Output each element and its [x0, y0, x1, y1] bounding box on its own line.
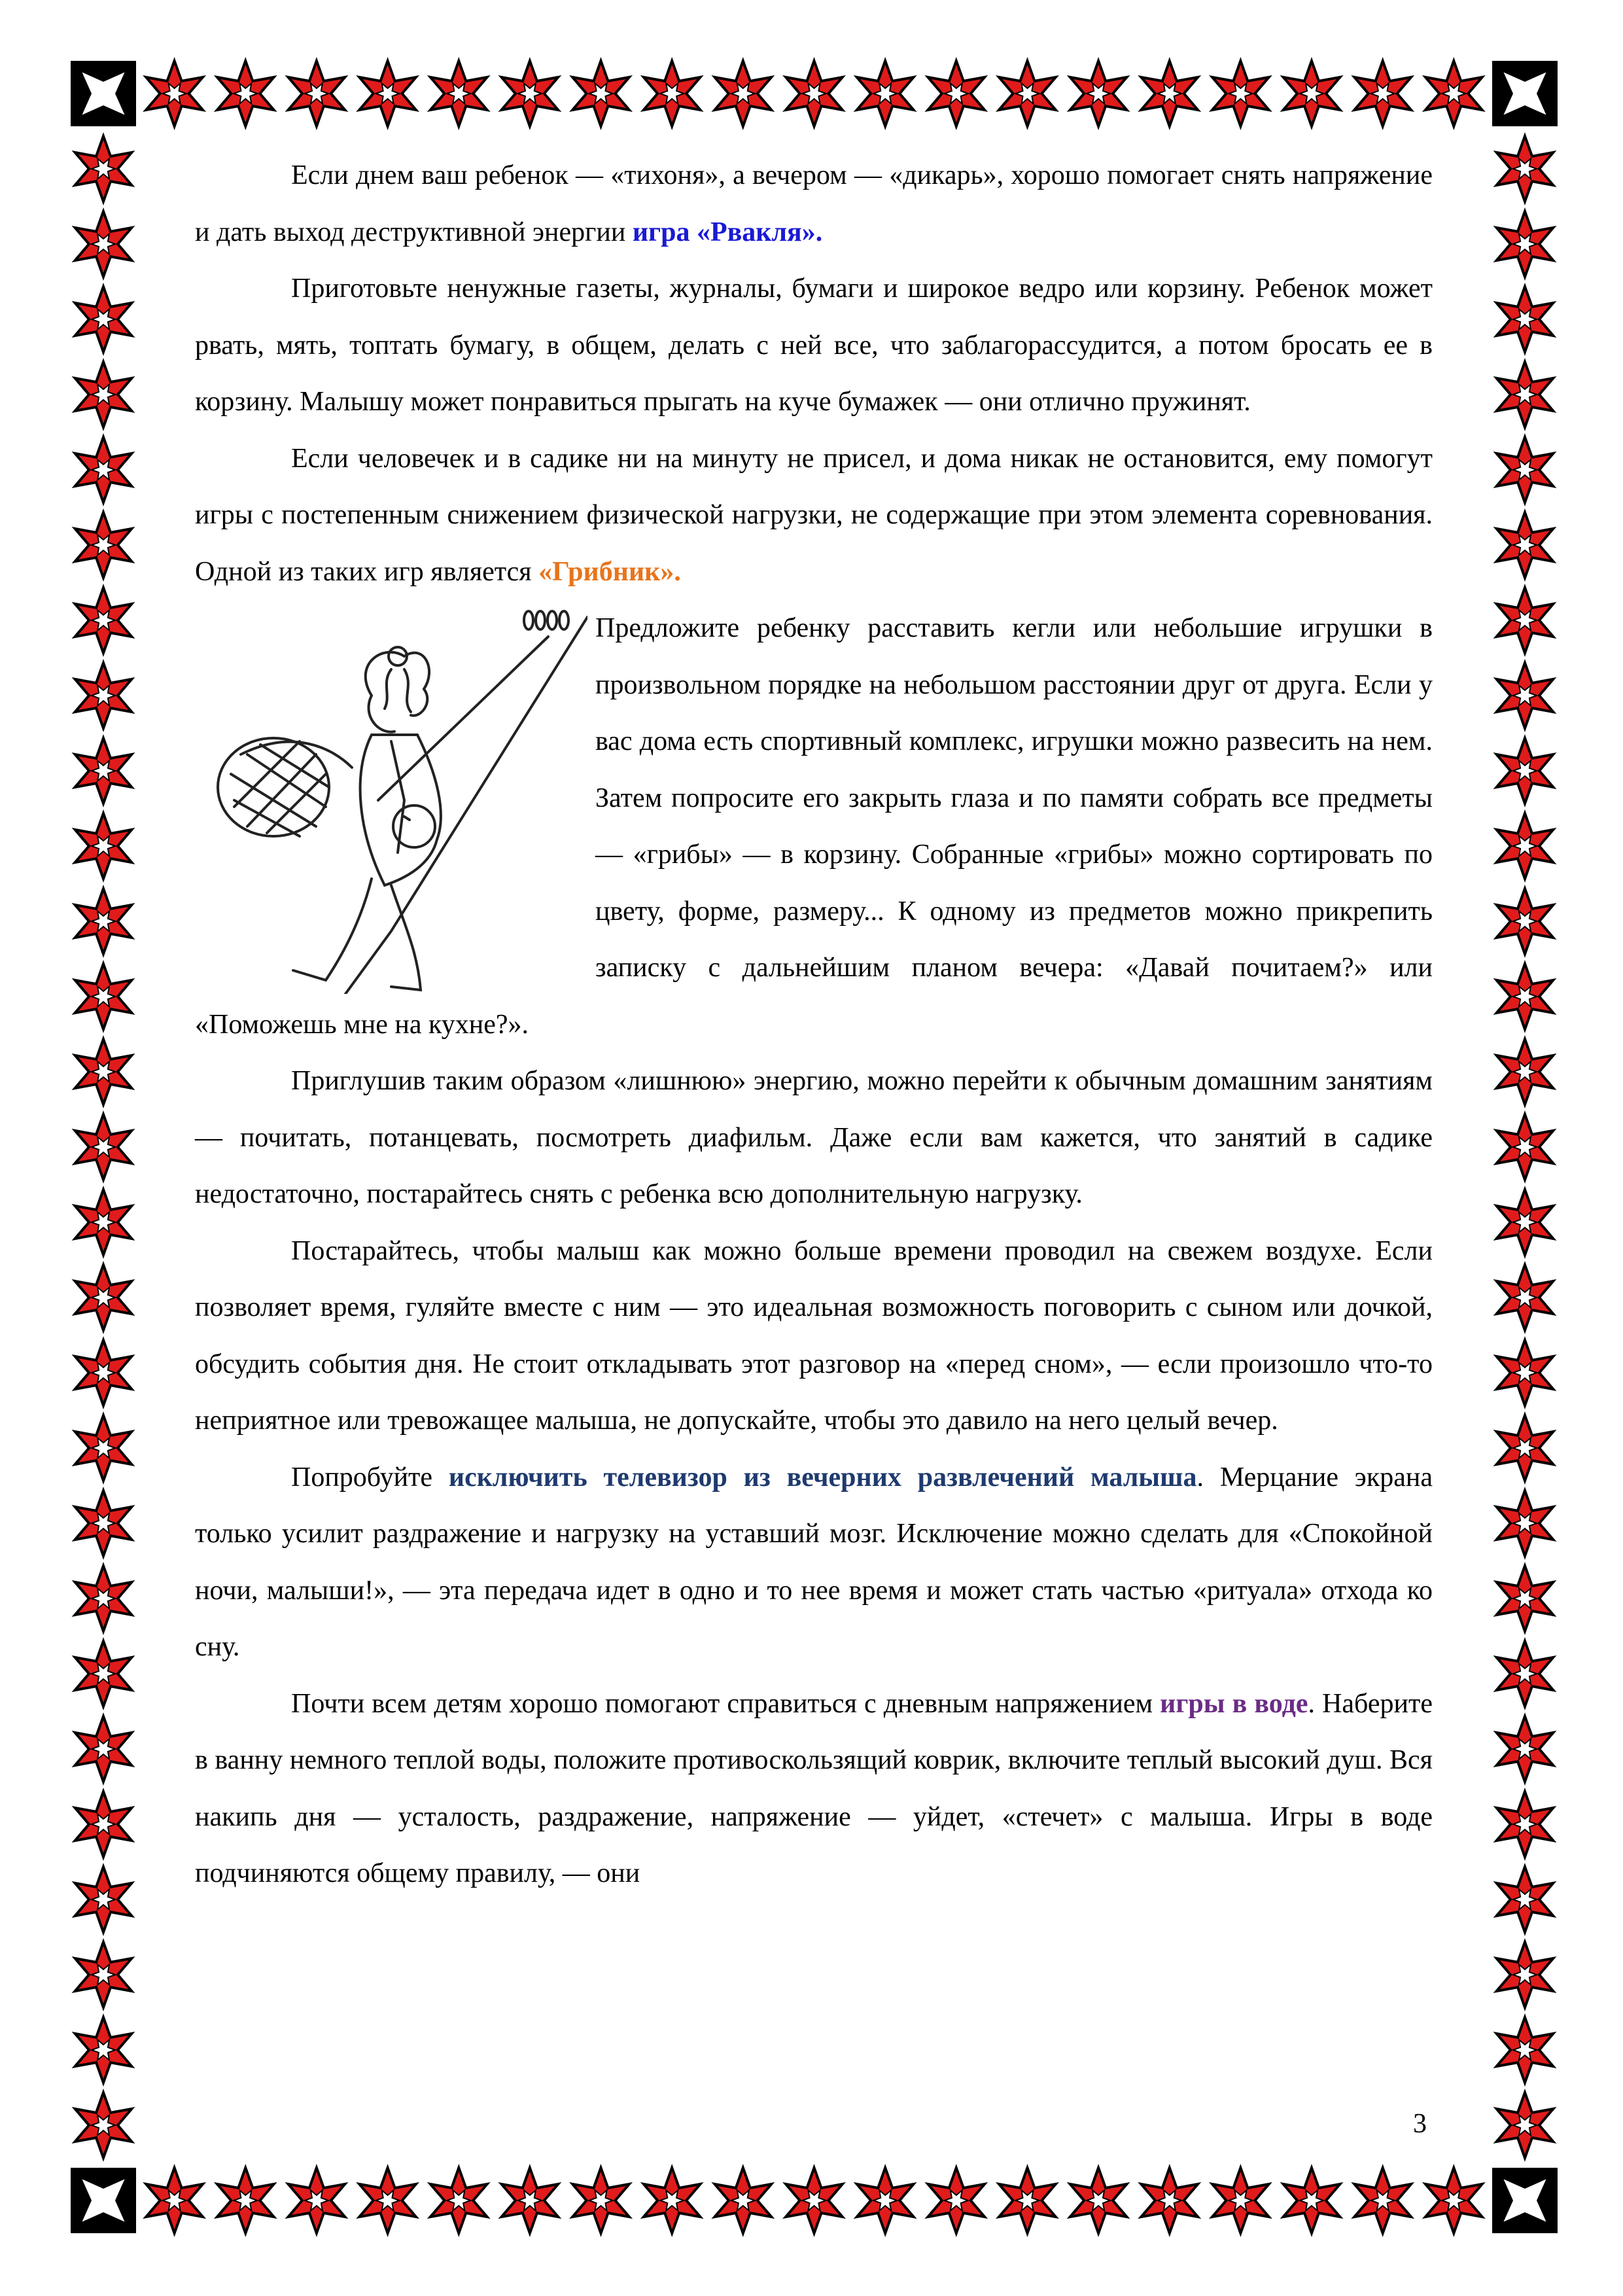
red-star-icon — [1141, 61, 1198, 126]
corner-ornament-icon — [1492, 2168, 1558, 2233]
red-star-icon — [857, 61, 914, 126]
red-star-icon — [75, 1566, 132, 1631]
paragraph-active-child: Если человечек и в садике ни на минуту не присел, и дома никак не остановится, ему помогут игры с постепенным снижением физической нагрузки, не содержащие при этом элемента соревнования. Одной из таких игр является «Грибник». — [195, 443, 1433, 587]
tv-advice-highlight: исключить телевизор из вечерних развлечений малыша — [448, 1462, 1197, 1492]
red-star-icon — [1212, 2168, 1269, 2233]
red-star-icon — [75, 1340, 132, 1405]
red-star-icon — [430, 2168, 487, 2233]
red-star-icon — [572, 61, 629, 126]
red-star-icon — [502, 61, 559, 126]
red-star-icon — [288, 61, 345, 126]
red-star-icon — [1497, 738, 1554, 804]
red-star-icon — [1425, 61, 1482, 126]
red-star-icon — [786, 2168, 843, 2233]
red-star-icon — [502, 2168, 559, 2233]
red-star-icon — [1497, 1792, 1554, 1857]
red-star-icon — [1497, 136, 1554, 202]
red-star-icon — [1497, 362, 1554, 427]
red-star-icon — [75, 964, 132, 1029]
red-star-icon — [1497, 211, 1554, 277]
red-star-icon — [217, 2168, 274, 2233]
red-star-icon — [1141, 2168, 1198, 2233]
red-star-icon — [75, 738, 132, 804]
red-star-icon — [1497, 813, 1554, 879]
red-star-icon — [146, 2168, 203, 2233]
corner-ornament-icon — [71, 61, 136, 126]
red-star-icon — [1497, 1641, 1554, 1706]
red-star-icon — [75, 1491, 132, 1556]
red-star-icon — [1497, 1716, 1554, 1782]
red-star-icon — [572, 2168, 629, 2233]
red-star-icon — [288, 2168, 345, 2233]
red-star-icon — [1497, 889, 1554, 954]
red-star-icon — [75, 588, 132, 653]
red-star-icon — [1497, 964, 1554, 1029]
red-star-icon — [75, 1792, 132, 1857]
red-star-icon — [857, 2168, 914, 2233]
corner-ornament-icon — [71, 2168, 136, 2233]
red-star-icon — [75, 211, 132, 277]
red-star-icon — [1497, 588, 1554, 653]
paragraph-gribnik-instructions: Предложите ребенку расставить кегли или небольшие игрушки в произвольном порядке на небольшом расстоянии друг от друга. Если у вас дома есть спортивный комплекс, игрушки можно развесить на нем. Затем попросите его закрыть глаза и по памяти собрать все предметы — «грибы» — в корзину. Собранные «грибы» можно сортировать по цвету, форме, размеру... К одному из предметов можно прикрепить записку с дальнейшим планом вечера: «Давай почитаем?» или «Поможешь мне на кухне?». — [195, 613, 1433, 1040]
game-name-rvaklya: игра «Рвакля». — [632, 217, 823, 247]
red-star-icon — [75, 437, 132, 503]
red-star-icon — [644, 2168, 701, 2233]
paragraph-energy: Приглушив таким образом «лишнюю» энергию, можно перейти к обычным домашним занятиям — почитать, потанцевать, посмотреть диафильм. Даже если вам кажется, что занятий в садике недостаточно, постарайтесь снять с ребенка всю дополнительную нагрузку. — [195, 1066, 1433, 1209]
red-star-icon — [146, 61, 203, 126]
red-star-icon — [644, 61, 701, 126]
paragraph-rvaklya: Если днем ваш ребенок — «тихоня», а вечером — «дикарь», хорошо помогает снять напряжение и дать выход деструктивной энергии игра «Рвакля». — [195, 160, 1433, 247]
red-star-icon — [75, 362, 132, 427]
red-star-icon — [75, 1265, 132, 1330]
red-star-icon — [1497, 437, 1554, 503]
red-star-icon — [75, 1190, 132, 1255]
red-star-icon — [1070, 61, 1127, 126]
paragraph-television: Попробуйте исключить телевизор из вечерних развлечений малыша. Мерцание экрана только усилит раздражение и нагрузку на уставший мозг. Исключение можно сделать для «Спокойной ночи, малыши!», — эта передача идет в одно и то нее время и может стать частью «ритуала» отхода ко сну. — [195, 1462, 1433, 1662]
red-star-icon — [75, 136, 132, 202]
red-star-icon — [928, 61, 985, 126]
child-with-basket-illustration — [195, 604, 587, 994]
article-body — [195, 147, 1433, 1902]
red-star-icon — [1497, 663, 1554, 728]
red-star-icon — [1354, 2168, 1411, 2233]
red-star-icon — [75, 1716, 132, 1782]
red-star-icon — [1497, 1190, 1554, 1255]
red-star-icon — [715, 2168, 772, 2233]
red-star-icon — [1497, 2017, 1554, 2083]
red-star-icon — [928, 2168, 985, 2233]
red-star-icon — [1497, 512, 1554, 578]
corner-ornament-icon — [1492, 61, 1558, 126]
red-star-icon — [75, 813, 132, 879]
red-star-icon — [75, 1942, 132, 2007]
red-star-icon — [1283, 61, 1340, 126]
red-star-icon — [75, 512, 132, 578]
red-star-icon — [1354, 61, 1411, 126]
red-star-icon — [1212, 61, 1269, 126]
red-star-icon — [1497, 1340, 1554, 1405]
paragraph-fresh-air: Постарайтесь, чтобы малыш как можно больше времени проводил на свежем воздухе. Если позволяет время, гуляйте вместе с ним — это идеальная возможность поговорить с сыном или дочкой, обсудить события дня. Не стоит откладывать этот разговор на «перед сном», — если произошло что-то неприятное или тревожащее малыша, не допускайте, чтобы это давило на него целый вечер. — [195, 1235, 1433, 1436]
paragraph-water-games: Почти всем детям хорошо помогают справиться с дневным напряжением игры в воде. Наберите в ванну немного теплой воды, положите противоскользящий коврик, включите теплый высокий душ. Вся накипь дня — усталость, раздражение, напряжение — уйдет, «стечет» с малыша. Игры в воде подчиняются общему правилу, — они — [195, 1688, 1433, 1888]
red-star-icon — [75, 2017, 132, 2083]
red-star-icon — [999, 61, 1056, 126]
red-star-icon — [1425, 2168, 1482, 2233]
red-star-icon — [75, 2093, 132, 2158]
red-star-icon — [1497, 1114, 1554, 1180]
page-number: 3 — [1413, 2109, 1427, 2139]
red-star-icon — [1497, 1867, 1554, 1932]
red-star-icon — [75, 1867, 132, 1932]
red-star-icon — [1497, 1265, 1554, 1330]
water-games-highlight: игры в воде — [1160, 1688, 1308, 1719]
red-star-icon — [217, 61, 274, 126]
red-star-icon — [75, 889, 132, 954]
red-star-icon — [715, 61, 772, 126]
red-star-icon — [75, 1039, 132, 1104]
red-star-icon — [1497, 1491, 1554, 1556]
red-star-icon — [1497, 1039, 1554, 1104]
red-star-icon — [75, 663, 132, 728]
paragraph-rvaklya-instructions: Приготовьте ненужные газеты, журналы, бумаги и широкое ведро или корзину. Ребенок может рвать, мять, топтать бумагу, в общем, делать с ней все, что заблагорассудится, а потом бросать ее в корзину. Малышу может понравиться прыгать на куче бумажек — они отлично пружинят. — [195, 274, 1433, 417]
red-star-icon — [786, 61, 843, 126]
red-star-icon — [1497, 1942, 1554, 2007]
red-star-icon — [359, 61, 416, 126]
red-star-icon — [1497, 1566, 1554, 1631]
red-star-icon — [1497, 287, 1554, 352]
game-name-gribnik: «Грибник». — [538, 556, 681, 587]
red-star-icon — [75, 1415, 132, 1481]
red-star-icon — [1283, 2168, 1340, 2233]
red-star-icon — [1497, 1415, 1554, 1481]
red-star-icon — [75, 1641, 132, 1706]
red-star-icon — [430, 61, 487, 126]
skittle-icons — [524, 611, 568, 629]
red-star-icon — [75, 287, 132, 352]
red-star-icon — [1497, 2093, 1554, 2158]
red-star-icon — [359, 2168, 416, 2233]
red-star-icon — [75, 1114, 132, 1180]
red-star-icon — [1070, 2168, 1127, 2233]
red-star-icon — [999, 2168, 1056, 2233]
